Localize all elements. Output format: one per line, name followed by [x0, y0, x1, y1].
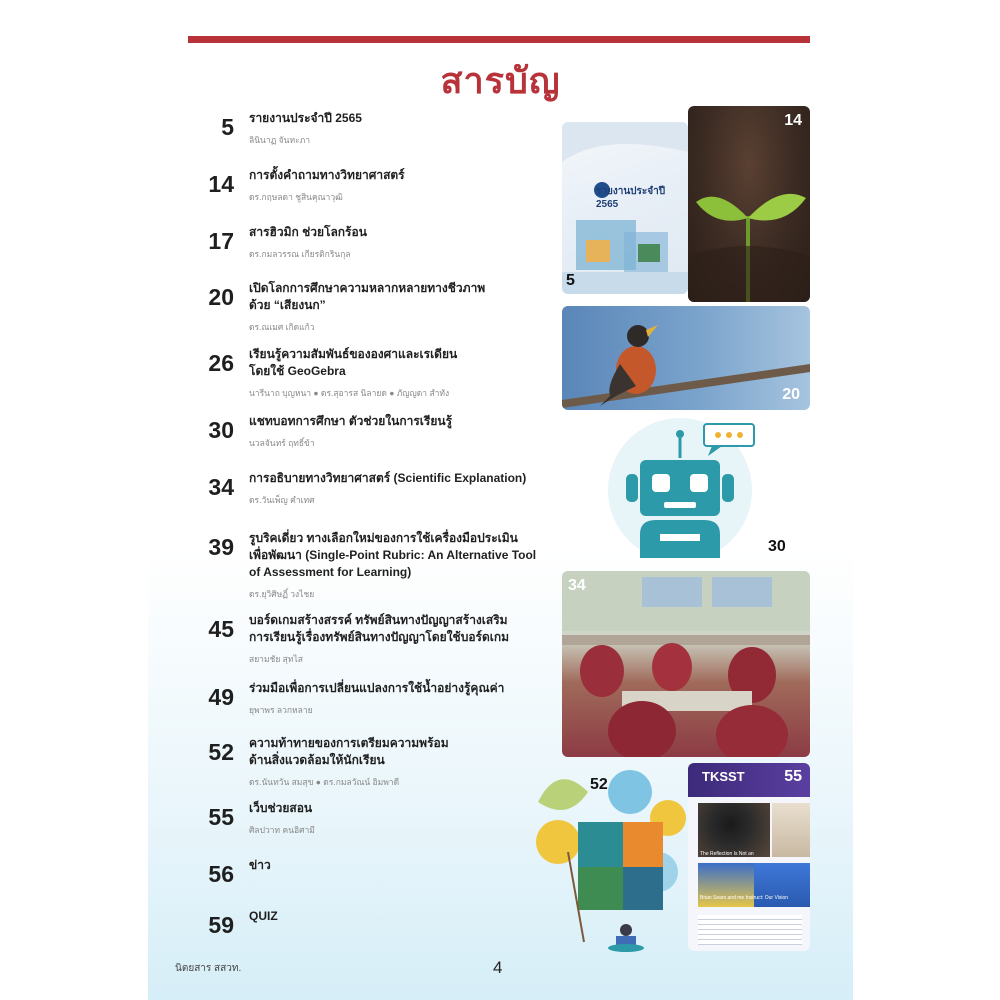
- seedling-image[interactable]: [688, 106, 810, 302]
- toc-entry-title: [249, 110, 549, 127]
- toc-entry-page-number: 45: [208, 616, 234, 642]
- report-cover-image[interactable]: [562, 122, 688, 294]
- toc-entry-title-line: สารฮิวมิก ช่วยโลกร้อน: [249, 225, 367, 239]
- toc-entry-author: ดร.กฤษลดา ชูสินคุณาวุฒิ: [249, 192, 343, 202]
- toc-entry-title: [249, 612, 549, 646]
- toc-entry-author: ดร.นันทวัน สมสุข ● ดร.กมลวัณน์ อิมพาดี: [249, 777, 400, 787]
- toc-entry-page-number: 30: [208, 417, 234, 443]
- toc-entry-title-line: รายงานประจำปี 2565: [249, 111, 362, 125]
- toc-entry-title-line: รูบริคเดี่ยว ทางเลือกใหม่ของการใช้เครื่องมือประเมิน: [249, 531, 518, 545]
- toc-entry-title-line: การอธิบายทางวิทยาศาสตร์ (Scientific Explanation): [249, 471, 527, 485]
- top-red-bar: [188, 36, 810, 43]
- website-photo-2: [772, 803, 810, 857]
- toc-entry-page-number: 49: [208, 684, 234, 710]
- magazine-name: นิตยสาร สสวท.: [175, 963, 242, 974]
- toc-entry-author: ยุพาพร ลวกหลาย: [249, 705, 313, 715]
- toc-entry-title: [249, 280, 549, 314]
- toc-entry-title-line: บอร์ดเกมสร้างสรรค์ ทรัพย์สินทางปัญญาสร้างเสริม: [249, 613, 508, 627]
- report-cover-title: รายงานประจำปี 2565: [596, 186, 666, 210]
- toc-entry-title-line: แชทบอทการศึกษา ตัวช่วยในการเรียนรู้: [249, 414, 453, 428]
- website-name: TKSST: [702, 769, 745, 784]
- toc-entry-author: ดร.ณเมศ เกิดแก้ว: [249, 322, 315, 332]
- toc-entry-author: ดร.กมลวรรณ เกียรติกรินกุล: [249, 249, 351, 259]
- bird-image[interactable]: [562, 306, 810, 410]
- toc-entry-title-line: ร่วมมือเพื่อการเปลี่ยนแปลงการใช้น้ำอย่างรู้คุณค่า: [249, 681, 505, 695]
- toc-entry-title-line: การตั้งคำถามทางวิทยาศาสตร์: [249, 168, 405, 182]
- toc-entry-page-number: 14: [208, 171, 234, 197]
- toc-entry-title-line: เปิดโลกการศึกษาความหลากหลายทางชีวภาพ: [249, 281, 486, 295]
- bird-page-label: 20: [782, 386, 800, 403]
- classroom-page-label: 34: [568, 577, 586, 594]
- toc-entry-page-number: 59: [208, 912, 234, 938]
- puzzle-page-label: 52: [590, 776, 608, 793]
- toc-entry-title: [249, 800, 549, 817]
- report-page-label: 5: [566, 272, 575, 289]
- bird-graphic: [562, 306, 810, 410]
- toc-entry-page-number: 52: [208, 739, 234, 765]
- toc-entry-author: ศิลปวาท คนอิศามี: [249, 825, 315, 835]
- puzzle-graphic: [528, 762, 688, 952]
- toc-entry-page-number: 26: [208, 350, 234, 376]
- chatbot-image[interactable]: [604, 416, 810, 558]
- chatbot-page-label: 30: [768, 538, 786, 555]
- toc-entry-title: [249, 224, 549, 241]
- toc-entry-title: [249, 413, 549, 430]
- toc-entry-page-number: 17: [208, 228, 234, 254]
- toc-entry-title-line: ความท้าทายของการเตรียมความพร้อม: [249, 736, 449, 750]
- toc-entry-author: ลินินาฏ จันทะภา: [249, 135, 311, 145]
- toc-entry-page-number: 39: [208, 534, 234, 560]
- website-photo-1: [698, 803, 770, 857]
- website-image[interactable]: [688, 763, 810, 951]
- website-text-block: [698, 915, 802, 945]
- toc-entry-title-line: QUIZ: [249, 909, 278, 923]
- classroom-graphic: [562, 571, 810, 757]
- toc-entry-page-number: 34: [208, 474, 234, 500]
- chatbot-graphic: [604, 416, 810, 558]
- toc-entry-title-line: โดยใช้ GeoGebra: [249, 364, 346, 378]
- toc-entry-title-line: การเรียนรู้เรื่องทรัพย์สินทางปัญญาโดยใช้บอร์ดเกม: [249, 630, 510, 644]
- puzzle-image[interactable]: [528, 762, 688, 952]
- toc-entry-author: สยามชัย สุทไส: [249, 654, 303, 664]
- toc-entry-title: [249, 735, 549, 769]
- toc-entry-author: ดร.วันเพ็ญ คำเทศ: [249, 495, 315, 505]
- toc-entry-author: นารีนาถ บุญหนา ● ดร.สุอารส นิลายด ● ภัญญดา สำทัง: [249, 388, 450, 398]
- toc-entry-title-line: ด้านสิ่งแวดล้อมให้นักเรียน: [249, 753, 385, 767]
- toc-entry-page-number: 5: [221, 114, 234, 140]
- toc-entry-page-number: 56: [208, 861, 234, 887]
- website-caption-1: The Reflection Is Not an evaluation about self-: [700, 851, 754, 863]
- toc-entry-title-line: ด้วย “เสียงนก”: [249, 298, 326, 312]
- toc-entry-title: [249, 857, 549, 874]
- toc-entry-title-line: เว็บช่วยสอน: [249, 801, 313, 815]
- toc-entry-author: ดร.ยุวิศิษฏิ์ วงไชย: [249, 589, 315, 599]
- toc-entry-title-line: เรียนรู้ความสัมพันธ์ขององศาและเรเดียน: [249, 347, 458, 361]
- toc-page: [148, 0, 853, 1000]
- toc-entry-title: [249, 530, 549, 581]
- toc-entry-title: [249, 680, 549, 697]
- seedling-page-label: 14: [784, 112, 802, 129]
- toc-entry-title-line: เพื่อพัฒนา (Single-Point Rubric: An Alternative Tool: [249, 548, 537, 562]
- toc-entry-page-number: 20: [208, 284, 234, 310]
- toc-entry-author: นวลจันทร์ ฤทธิ์ข้า: [249, 438, 315, 448]
- page-title: สารบัญ: [440, 60, 561, 101]
- toc-entry-title: [249, 346, 549, 380]
- website-page-label: 55: [784, 768, 802, 785]
- toc-entry-page-number: 55: [208, 804, 234, 830]
- toc-entry-title: [249, 470, 549, 487]
- toc-entry-title: [249, 167, 549, 184]
- website-caption-2: Brian Sears and me Instruct: Our Vision: [700, 895, 789, 901]
- page-number: 4: [493, 958, 503, 977]
- seedling-graphic: [688, 106, 810, 302]
- toc-entry-title-line: of Assessment for Learning): [249, 565, 412, 579]
- toc-entry-title-line: ข่าว: [249, 858, 271, 872]
- classroom-image[interactable]: [562, 571, 810, 757]
- toc-entry-title: [249, 908, 549, 925]
